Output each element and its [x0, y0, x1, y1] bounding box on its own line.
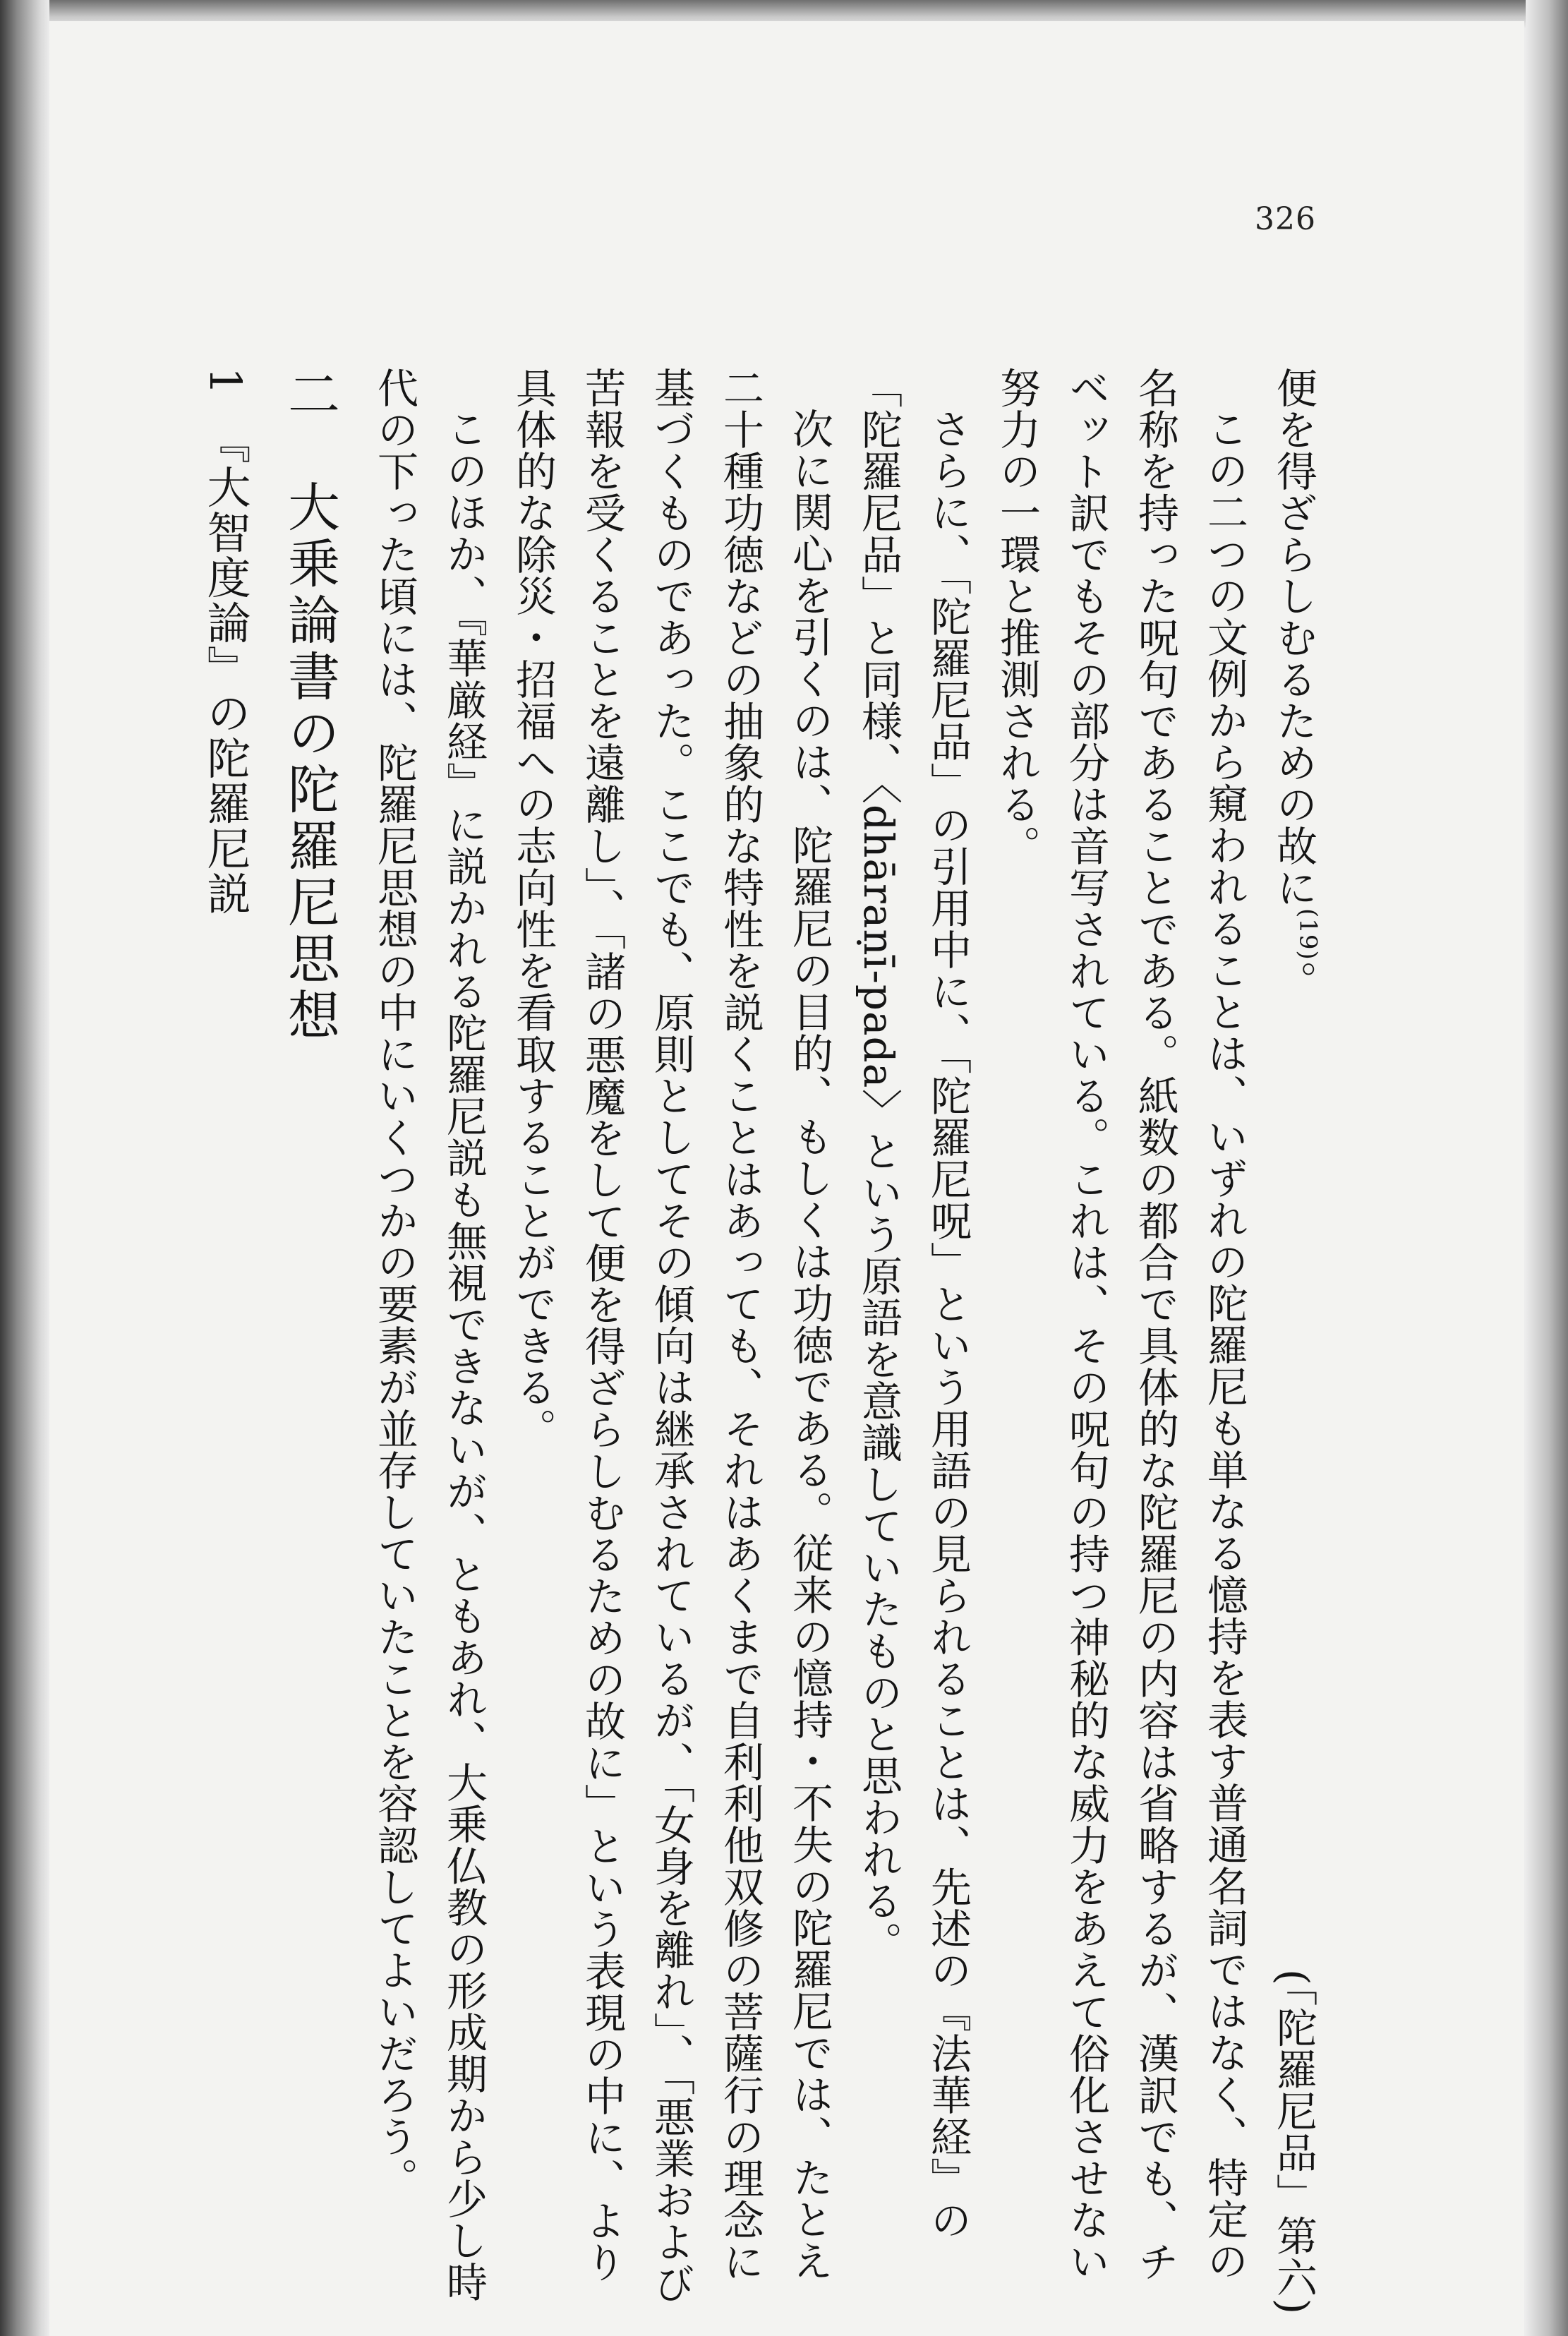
paragraph-4: このほか、『華厳経』に説かれる陀羅尼説も無視できないが、ともあれ、大乗仏教の形成期から少し時代の下った頃には、陀羅尼思想の中にいくつかの要素が並存していたことを容認してよいだろう。 — [370, 367, 488, 2303]
section-heading: 二 大乗論書の陀羅尼思想 — [279, 367, 340, 1044]
subsection-heading: 1 『大智度論』の陀羅尼説 — [200, 367, 251, 917]
quote-source: (「陀羅尼品」第六) — [1270, 1968, 1317, 2315]
paragraph-1: この二つの文例から窺われることは、いずれの陀羅尼も単なる憶持を表す普通名詞ではなく、特定の名称を持った呪句であることである。紙数の都合で具体的な陀羅尼の内容は省略するが、漢訳でも、チベット訳でもその部分は音写されている。これは、その呪句の持つ神秘的な威力をあえて俗化させない努力の一環と推測される。 — [993, 367, 1248, 2282]
quote-text: 便を得ざらしむるための故に — [1270, 367, 1317, 908]
scan-shadow-right — [1526, 0, 1568, 2336]
quote-line — [1259, 367, 1328, 2315]
body-text — [191, 367, 1328, 2315]
scan-shadow-left — [0, 0, 49, 2336]
paragraph-3: 次に関心を引くのは、陀羅尼の目的、もしくは功徳である。従来の憶持・不失の陀羅尼では、たとえ二十種功徳などの抽象的な特性を説くことはあっても、それはあくまで自利利他双修の菩薩行の理念に基づくものであった。ここでも、原則としてその傾向は継承されているが、「女身を離れ」、「悪業および苦報を受くることを遠離し」、「諸の悪魔をして便を得ざらしむるための故に」という表現の中に、より具体的な除災・招福への志向性を看取することができる。 — [509, 367, 833, 2304]
footnote-marker: (19) — [1293, 908, 1322, 961]
paragraph-2: さらに、「陀羅尼品」の引用中に、「陀羅尼呪」という用語の見られることは、先述の『法華経』の「陀羅尼品」と同様、〈dhāraṇī-pada〉という原語を意識していたものと思われる。 — [855, 367, 972, 2241]
page-number: 326 — [1255, 201, 1316, 237]
quote-end: 。 — [1270, 960, 1317, 1002]
